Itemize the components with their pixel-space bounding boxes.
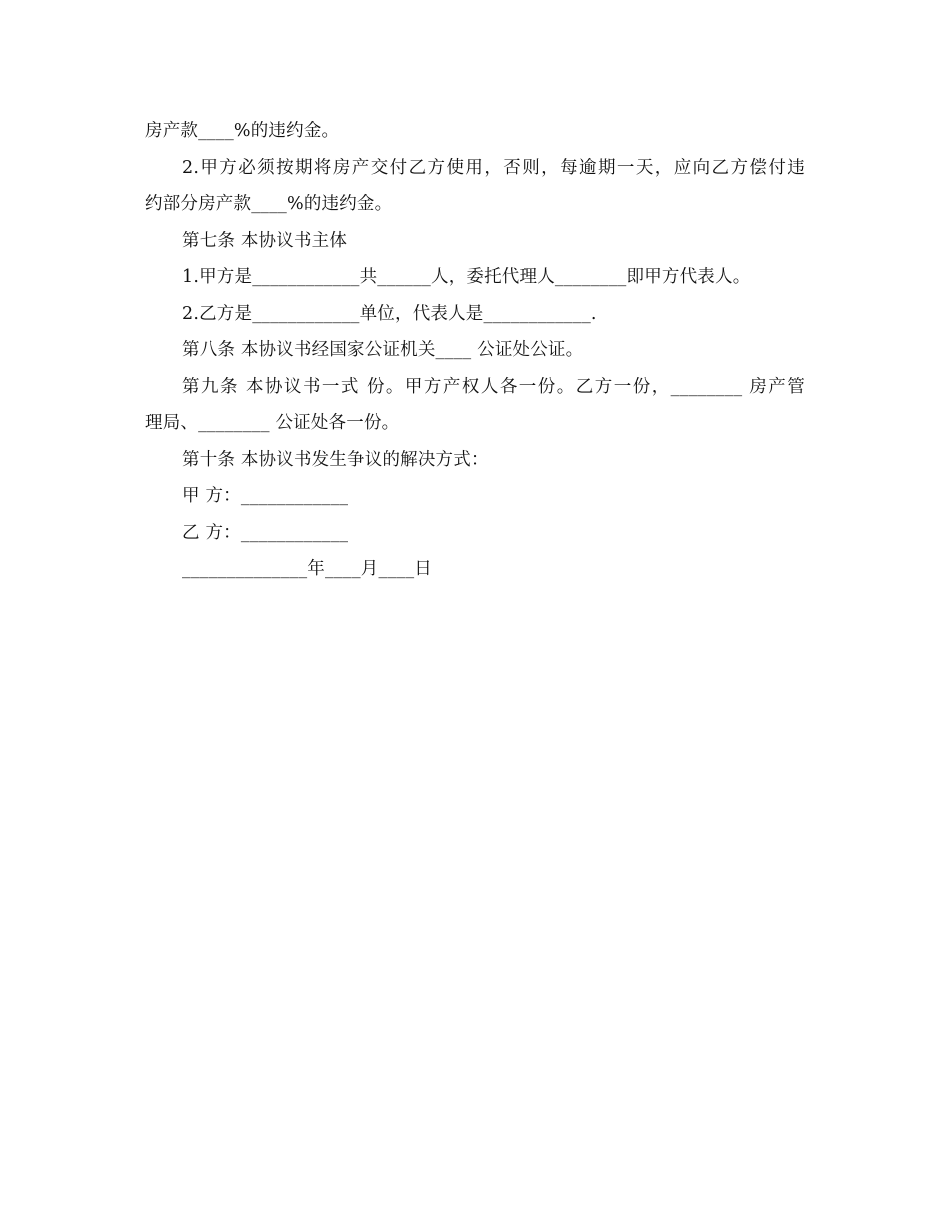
document-body — [145, 113, 805, 588]
delivery-clause-item-2: 2.甲方必须按期将房产交付乙方使用，否则，每逾期一天，应向乙方偿付违 — [182, 157, 805, 178]
article-10-dispute-resolution: 第十条 本协议书发生争议的解决方式： — [182, 449, 489, 470]
signature-party-b: 乙 方：____________ — [182, 522, 349, 543]
article-9-copies: 第九条 本协议书一式 份。甲方产权人各一份。乙方一份，________ 房产管 — [182, 376, 805, 397]
article-7-party-a: 1.甲方是____________共______人，委托代理人________即甲方代表人。 — [182, 267, 751, 287]
article-8-notarization: 第八条 本协议书经国家公证机关____ 公证处公证。 — [182, 340, 584, 360]
penalty-clause-continuation: 房产款____%的违约金。 — [145, 121, 340, 141]
article-9-copies-continuation: 理局、________ 公证处各一份。 — [145, 413, 400, 433]
signature-date: ______________年____月____日 — [182, 559, 432, 579]
article-7-party-b: 2.乙方是____________单位，代表人是____________. — [182, 303, 597, 324]
article-7-heading: 第七条 本协议书主体 — [182, 230, 348, 251]
delivery-clause-item-2-continuation: 约部分房产款____%的违约金。 — [145, 194, 393, 214]
signature-party-a: 甲 方：____________ — [182, 486, 349, 506]
